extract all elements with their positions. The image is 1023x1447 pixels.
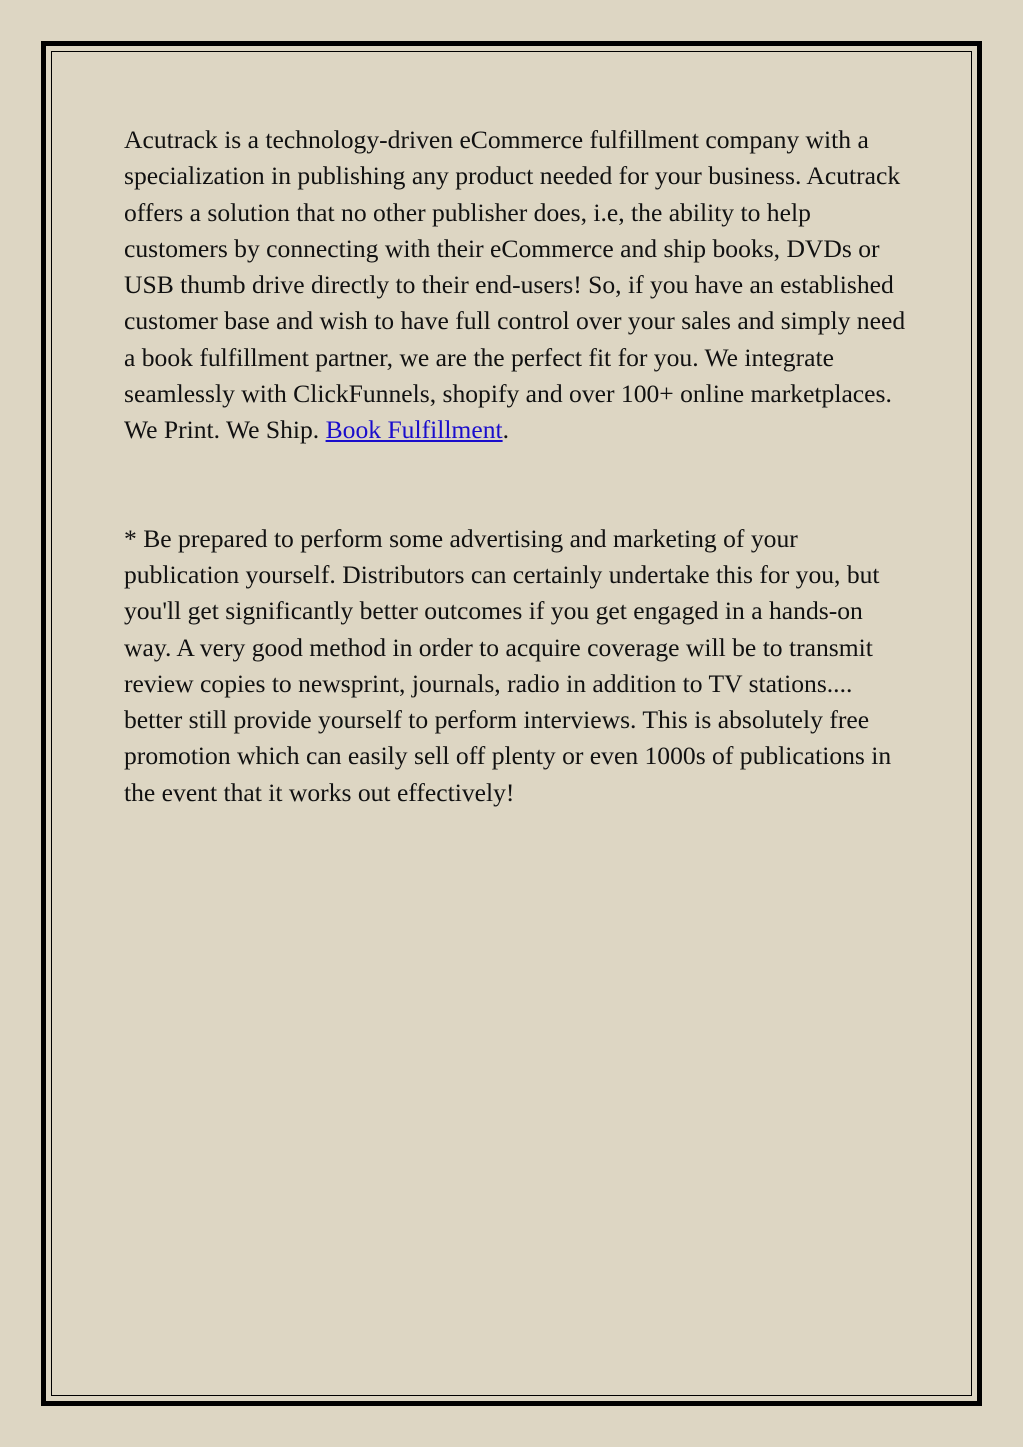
paragraph-intro-trailing: . <box>502 415 510 445</box>
paragraph-marketing-tip: * Be prepared to perform some advertising and marketing of your publication yourself. Distributors can certainly undertake this for you, but you'll get significantly better outcomes if you get engaged in a hands-on way. A very good method in order to acquire coverage will be to transmit review copies to newsprint, journals, radio in addition to TV stations.... better still provide yourself to perform interviews. This is absolutely free promotion which can easily sell off plenty or even 1000s of publications in the event that it works out effectively! <box>124 523 892 807</box>
paragraph-acutrack-intro <box>124 122 909 449</box>
document-body <box>124 122 909 811</box>
paragraph-intro-text: Acutrack is a technology-driven eCommerce fulfillment company with a specialization in publishing any product needed for your business. Acutrack offers a solution that no other publisher does, i.e, the ability to help customers by connecting with their eCommerce and ship books, DVDs or USB thumb drive directly to their end-users! So, if you have an established customer base and wish to have full control over your sales and simply need a book fulfillment partner, we are the perfect fit for you. We integrate seamlessly with ClickFunnels, shopify and over 100+ online marketplaces. We Print. We Ship. <box>124 125 906 445</box>
book-fulfillment-link[interactable]: Book Fulfillment <box>325 415 503 445</box>
